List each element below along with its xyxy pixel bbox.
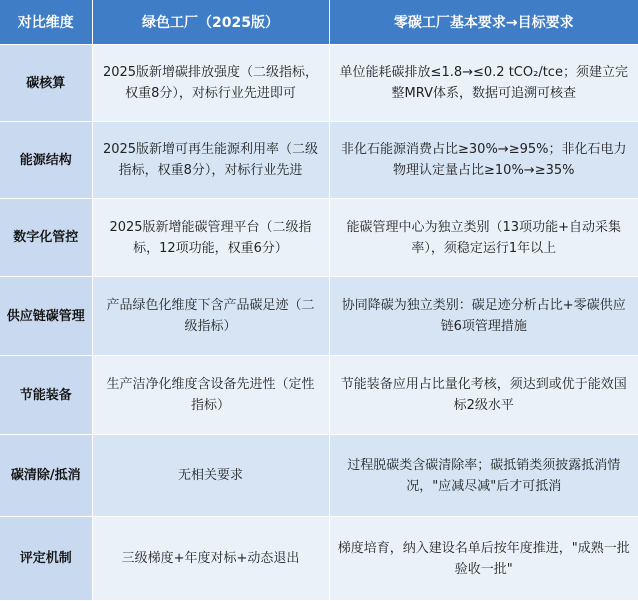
zero-carbon-cell: 单位能耗碳排放≤1.8→≤0.2 tCO₂/tce；须建立完整MRV体系，数据可追溯可核查 <box>329 45 638 122</box>
green-factory-cell: 2025版新增能碳管理平台（二级指标，12项功能，权重6分） <box>92 199 329 277</box>
row-dimension: 能源结构 <box>0 122 92 199</box>
zero-carbon-cell: 能碳管理中心为独立类别（13项功能+自动采集率），须稳定运行1年以上 <box>329 199 638 277</box>
row-dimension: 碳核算 <box>0 45 92 122</box>
row-dimension: 节能装备 <box>0 356 92 435</box>
table-header-row <box>0 0 638 45</box>
table-row <box>0 45 638 122</box>
row-dimension: 数字化管控 <box>0 199 92 277</box>
header-zero-carbon-factory: 零碳工厂基本要求→目标要求 <box>329 0 638 45</box>
zero-carbon-cell: 梯度培育，纳入建设名单后按年度推进，"成熟一批验收一批" <box>329 517 638 601</box>
header-green-factory: 绿色工厂（2025版） <box>92 0 329 45</box>
green-factory-cell: 无相关要求 <box>92 435 329 517</box>
row-dimension: 供应链碳管理 <box>0 277 92 356</box>
table-row <box>0 517 638 601</box>
table-row <box>0 435 638 517</box>
green-factory-cell: 三级梯度+年度对标+动态退出 <box>92 517 329 601</box>
green-factory-cell: 2025版新增可再生能源利用率（二级指标，权重8分），对标行业先进 <box>92 122 329 199</box>
table-row <box>0 122 638 199</box>
table-row <box>0 277 638 356</box>
green-factory-cell: 产品绿色化维度下含产品碳足迹（二级指标） <box>92 277 329 356</box>
table-row <box>0 199 638 277</box>
zero-carbon-cell: 过程脱碳类含碳清除率；碳抵销类须披露抵消情况，"应减尽减"后才可抵消 <box>329 435 638 517</box>
zero-carbon-cell: 非化石能源消费占比≥30%→≥95%；非化石电力物理认定量占比≥10%→≥35% <box>329 122 638 199</box>
green-factory-cell: 2025版新增碳排放强度（二级指标，权重8分），对标行业先进即可 <box>92 45 329 122</box>
table-row <box>0 356 638 435</box>
zero-carbon-cell: 节能装备应用占比量化考核，须达到或优于能效国标2级水平 <box>329 356 638 435</box>
header-dimension: 对比维度 <box>0 0 92 45</box>
row-dimension: 评定机制 <box>0 517 92 601</box>
green-factory-cell: 生产洁净化维度含设备先进性（定性指标） <box>92 356 329 435</box>
row-dimension: 碳清除/抵消 <box>0 435 92 517</box>
zero-carbon-cell: 协同降碳为独立类别：碳足迹分析占比+零碳供应链6项管理措施 <box>329 277 638 356</box>
